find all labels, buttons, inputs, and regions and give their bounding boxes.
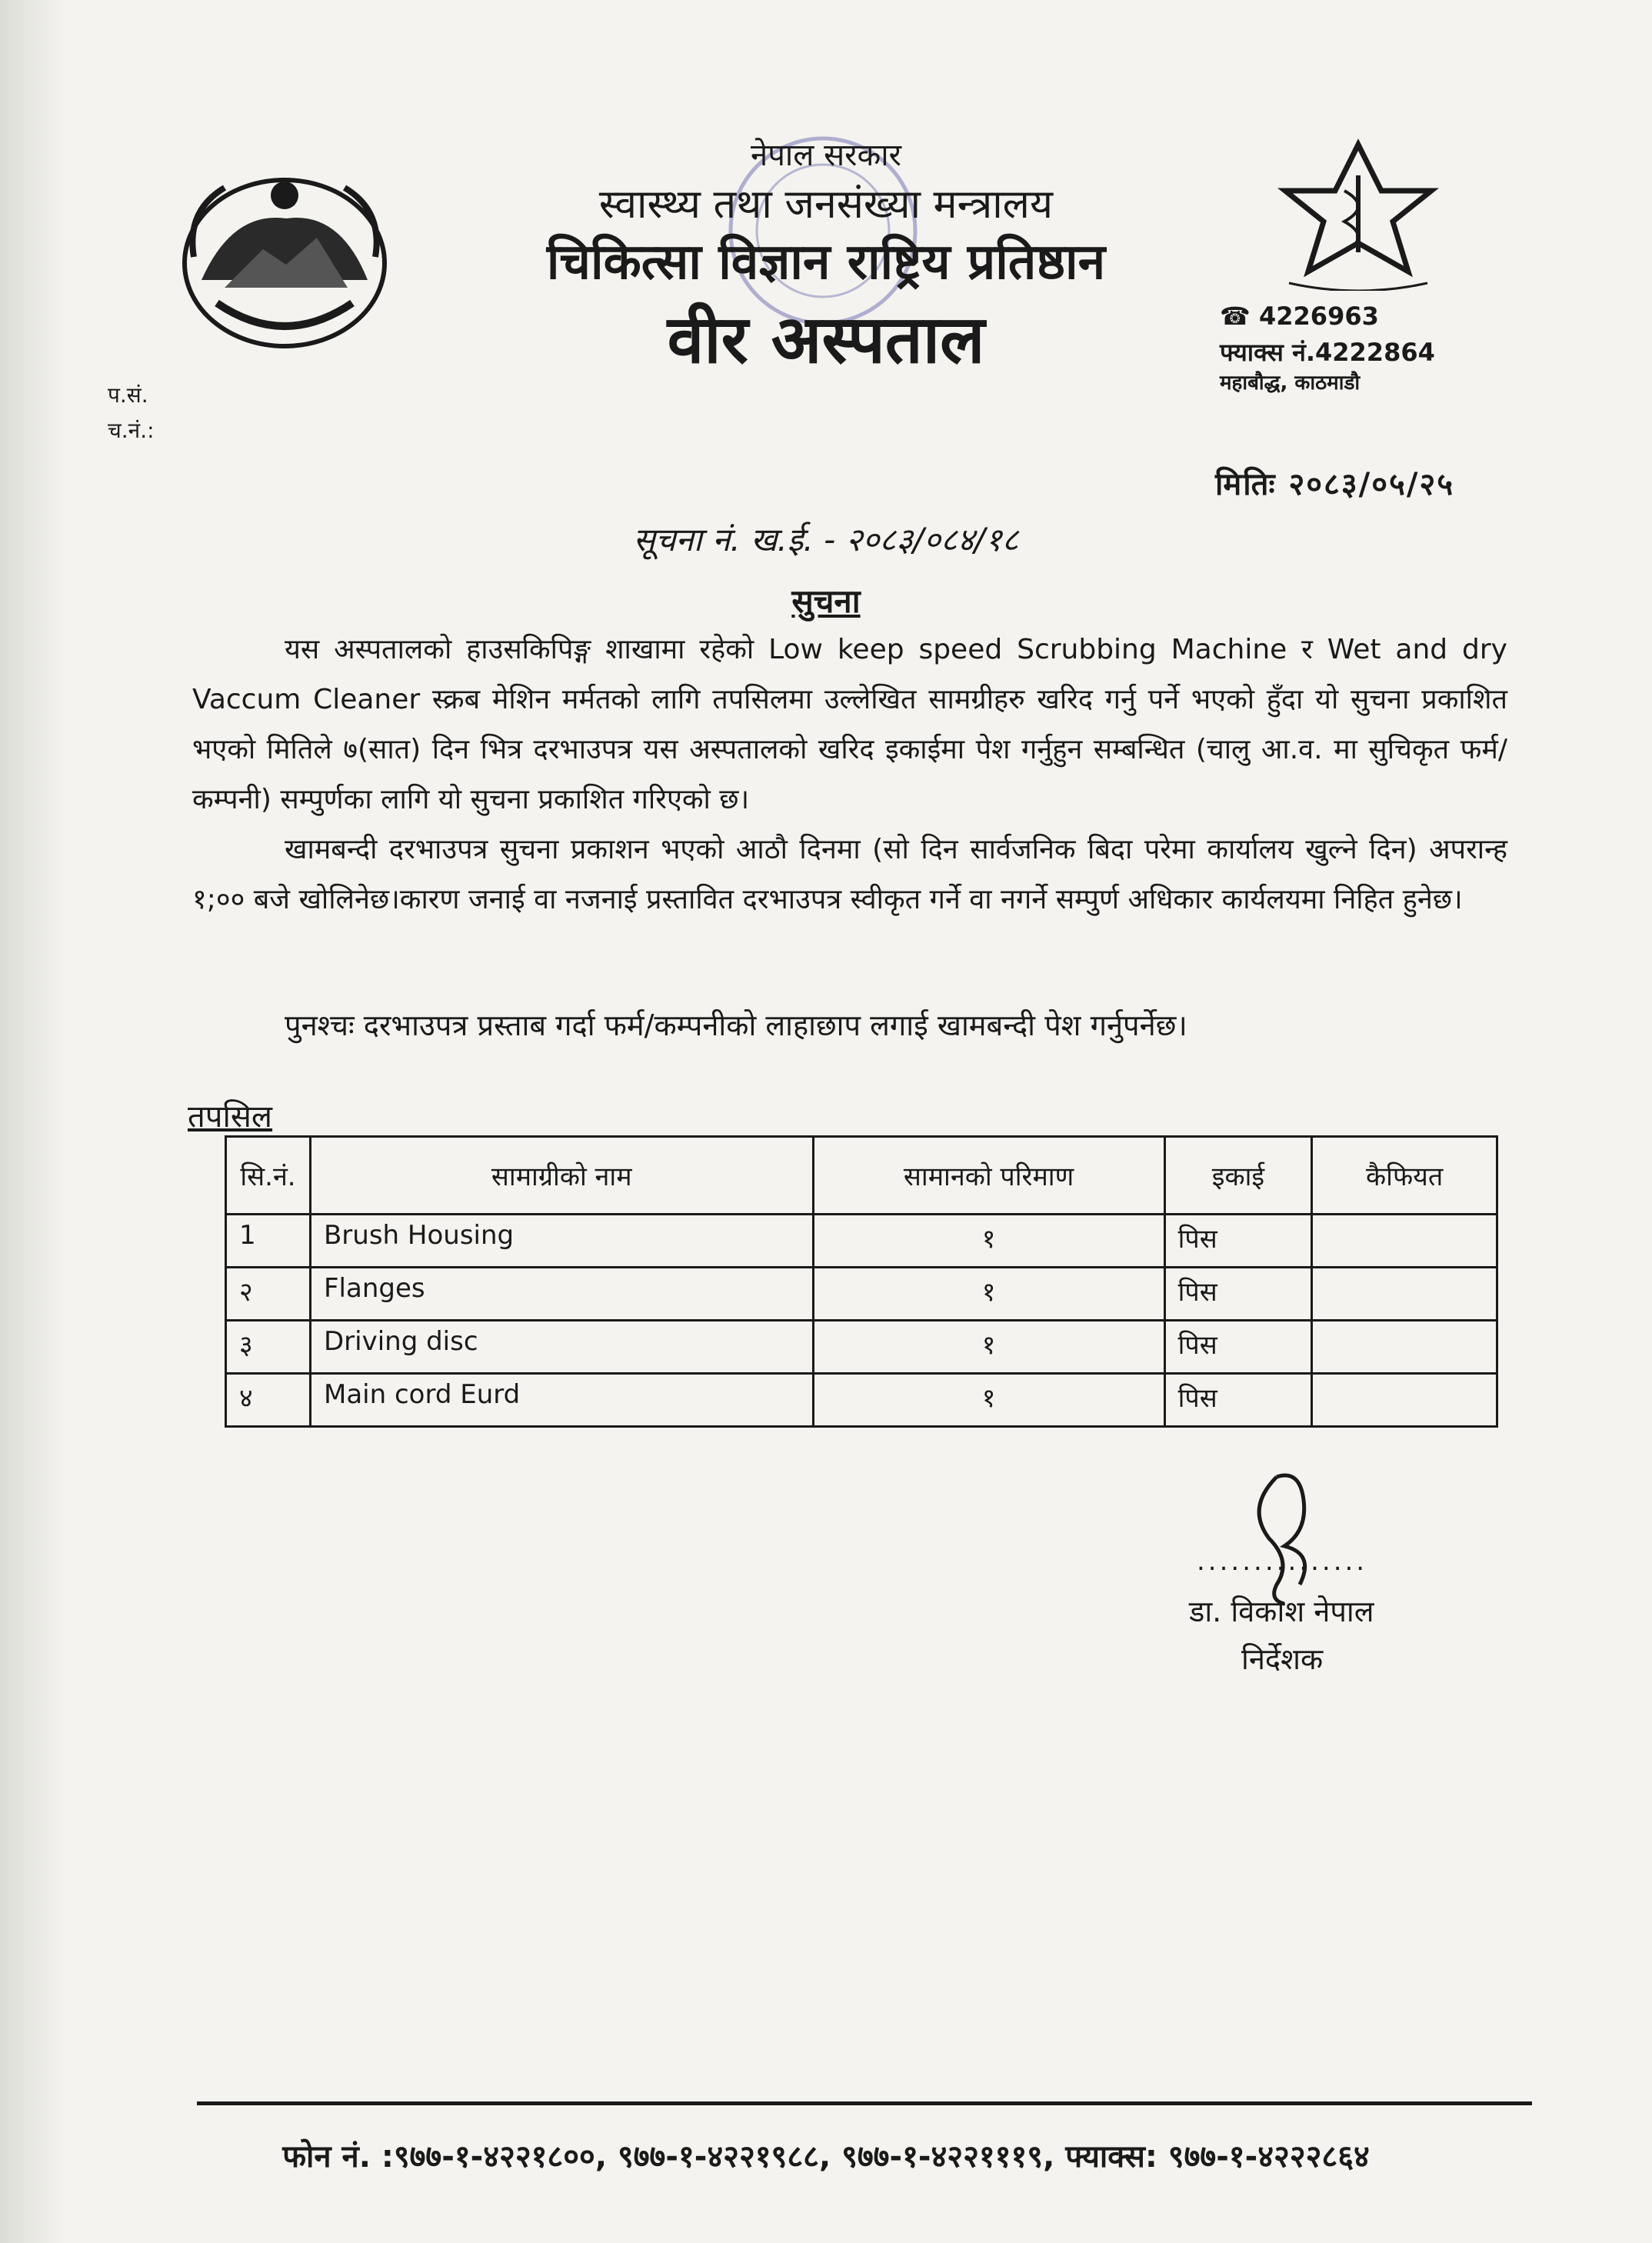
cell-unit: पिस bbox=[1164, 1268, 1312, 1321]
postscript: पुनश्चः दरभाउपत्र प्रस्ताब गर्दा फर्म/कम्पनीको लाहाछाप लगाई खामबन्दी पेश गर्नुपर्नेछ। bbox=[285, 1008, 1187, 1042]
cell-item-name: Brush Housing bbox=[310, 1215, 813, 1268]
notice-number: सूचना नं. ख.ई. - २०८३/०८४/१८ bbox=[633, 521, 1019, 558]
signatory-title: निर्देशक bbox=[1241, 1642, 1324, 1676]
cell-remarks bbox=[1312, 1215, 1497, 1268]
cell-quantity: १ bbox=[813, 1321, 1164, 1374]
cell-sn: २ bbox=[226, 1268, 311, 1321]
cell-unit: पिस bbox=[1164, 1374, 1312, 1427]
footer-contact: फोन नं. :९७७-१-४२२१८००, ९७७-१-४२२१९८८, ९७७-१-४२२१११९, फ्याक्स: ९७७-१-४२२२८६४ bbox=[282, 2139, 1370, 2175]
fax-number: फ्याक्स नं.4222864 bbox=[1220, 338, 1435, 367]
cell-quantity: १ bbox=[813, 1374, 1164, 1427]
signatory-name: डा. विकाश नेपाल bbox=[1189, 1595, 1374, 1628]
notice-heading: सुचना bbox=[791, 582, 861, 620]
phone-number: ☎ 4226963 bbox=[1220, 302, 1379, 331]
col-header-unit: इकाई bbox=[1164, 1137, 1312, 1215]
notice-date: मितिः २०८३/०५/२५ bbox=[1215, 467, 1455, 502]
table-caption: तपसिल bbox=[188, 1099, 273, 1135]
cell-sn: ३ bbox=[226, 1321, 311, 1374]
cell-remarks bbox=[1312, 1321, 1497, 1374]
handwritten-signature bbox=[1231, 1461, 1346, 1608]
notice-paragraph-2: खामबन्दी दरभाउपत्र सुचना प्रकाशन भएको आठौ दिनमा (सो दिन सार्वजनिक बिदा परेमा कार्यालय खुल्ने दिन) अपरान्ह १;०० बजे खोलिनेछ।कारण जनाई वा नजनाई प्रस्तावित दरभाउपत्र स्वीकृत गर्ने वा नगर्ने सम्पुर्ण अधिकार कार्यलयमा निहित हुनेछ। bbox=[192, 834, 1507, 915]
footer-divider bbox=[197, 2101, 1532, 2105]
academy-name: चिकित्सा विज्ञान राष्ट्रिय प्रतिष्ठान bbox=[546, 234, 1106, 291]
cell-unit: पिस bbox=[1164, 1215, 1312, 1268]
col-header-remarks: कैफियत bbox=[1312, 1137, 1497, 1215]
table-row bbox=[226, 1215, 1497, 1268]
notice-paragraph-1: यस अस्पतालको हाउसकिपिङ्ग शाखामा रहेको Low keep speed Scrubbing Machine र Wet and dry Vaccum Cleaner स्क्रब मेशिन मर्मतको लागि तपसिलमा उल्लेखित सामग्रीहरु खरिद गर्नु पर्ने भएको हुँदा यो सुचना प्रकाशित भएको मितिले ७(सात) दिन भित्र दरभाउपत्र यस अस्पतालको खरिद इकाईमा पेश गर्नुहुन सम्बन्धित (चालु आ.व. मा सुचिकृत फर्म/कम्पनी) सम्पुर्णका लागि यो सुचना प्रकाशित गरिएको छ। bbox=[192, 634, 1507, 815]
cell-item-name: Driving disc bbox=[310, 1321, 813, 1374]
cell-item-name: Flanges bbox=[310, 1268, 813, 1321]
col-header-quantity: सामानको परिमाण bbox=[813, 1137, 1164, 1215]
items-table bbox=[225, 1135, 1498, 1428]
cell-quantity: १ bbox=[813, 1268, 1164, 1321]
ministry-name: स्वास्थ्य तथा जनसंख्या मन्त्रालय bbox=[598, 182, 1054, 228]
cell-sn: ४ bbox=[226, 1374, 311, 1427]
table-header-row bbox=[226, 1137, 1497, 1215]
cell-unit: पिस bbox=[1164, 1321, 1312, 1374]
cell-sn: 1 bbox=[226, 1215, 311, 1268]
govt-name: नेपाल सरकार bbox=[751, 138, 901, 173]
cell-remarks bbox=[1312, 1374, 1497, 1427]
chalani-number-label: च.नं.: bbox=[108, 418, 155, 443]
address: महाबौद्ध, काठमाडौ bbox=[1220, 372, 1361, 395]
cell-remarks bbox=[1312, 1268, 1497, 1321]
table-row bbox=[226, 1374, 1497, 1427]
table-row bbox=[226, 1268, 1497, 1321]
table-row bbox=[226, 1321, 1497, 1374]
col-header-item-name: सामाग्रीको नाम bbox=[310, 1137, 813, 1215]
patra-sankhya-label: प.सं. bbox=[108, 382, 148, 408]
signature-dots: ............... bbox=[1197, 1546, 1368, 1577]
cell-item-name: Main cord Eurd bbox=[310, 1374, 813, 1427]
hospital-name: वीर अस्पताल bbox=[667, 302, 985, 378]
col-header-sn: सि.नं. bbox=[226, 1137, 311, 1215]
cell-quantity: १ bbox=[813, 1215, 1164, 1268]
